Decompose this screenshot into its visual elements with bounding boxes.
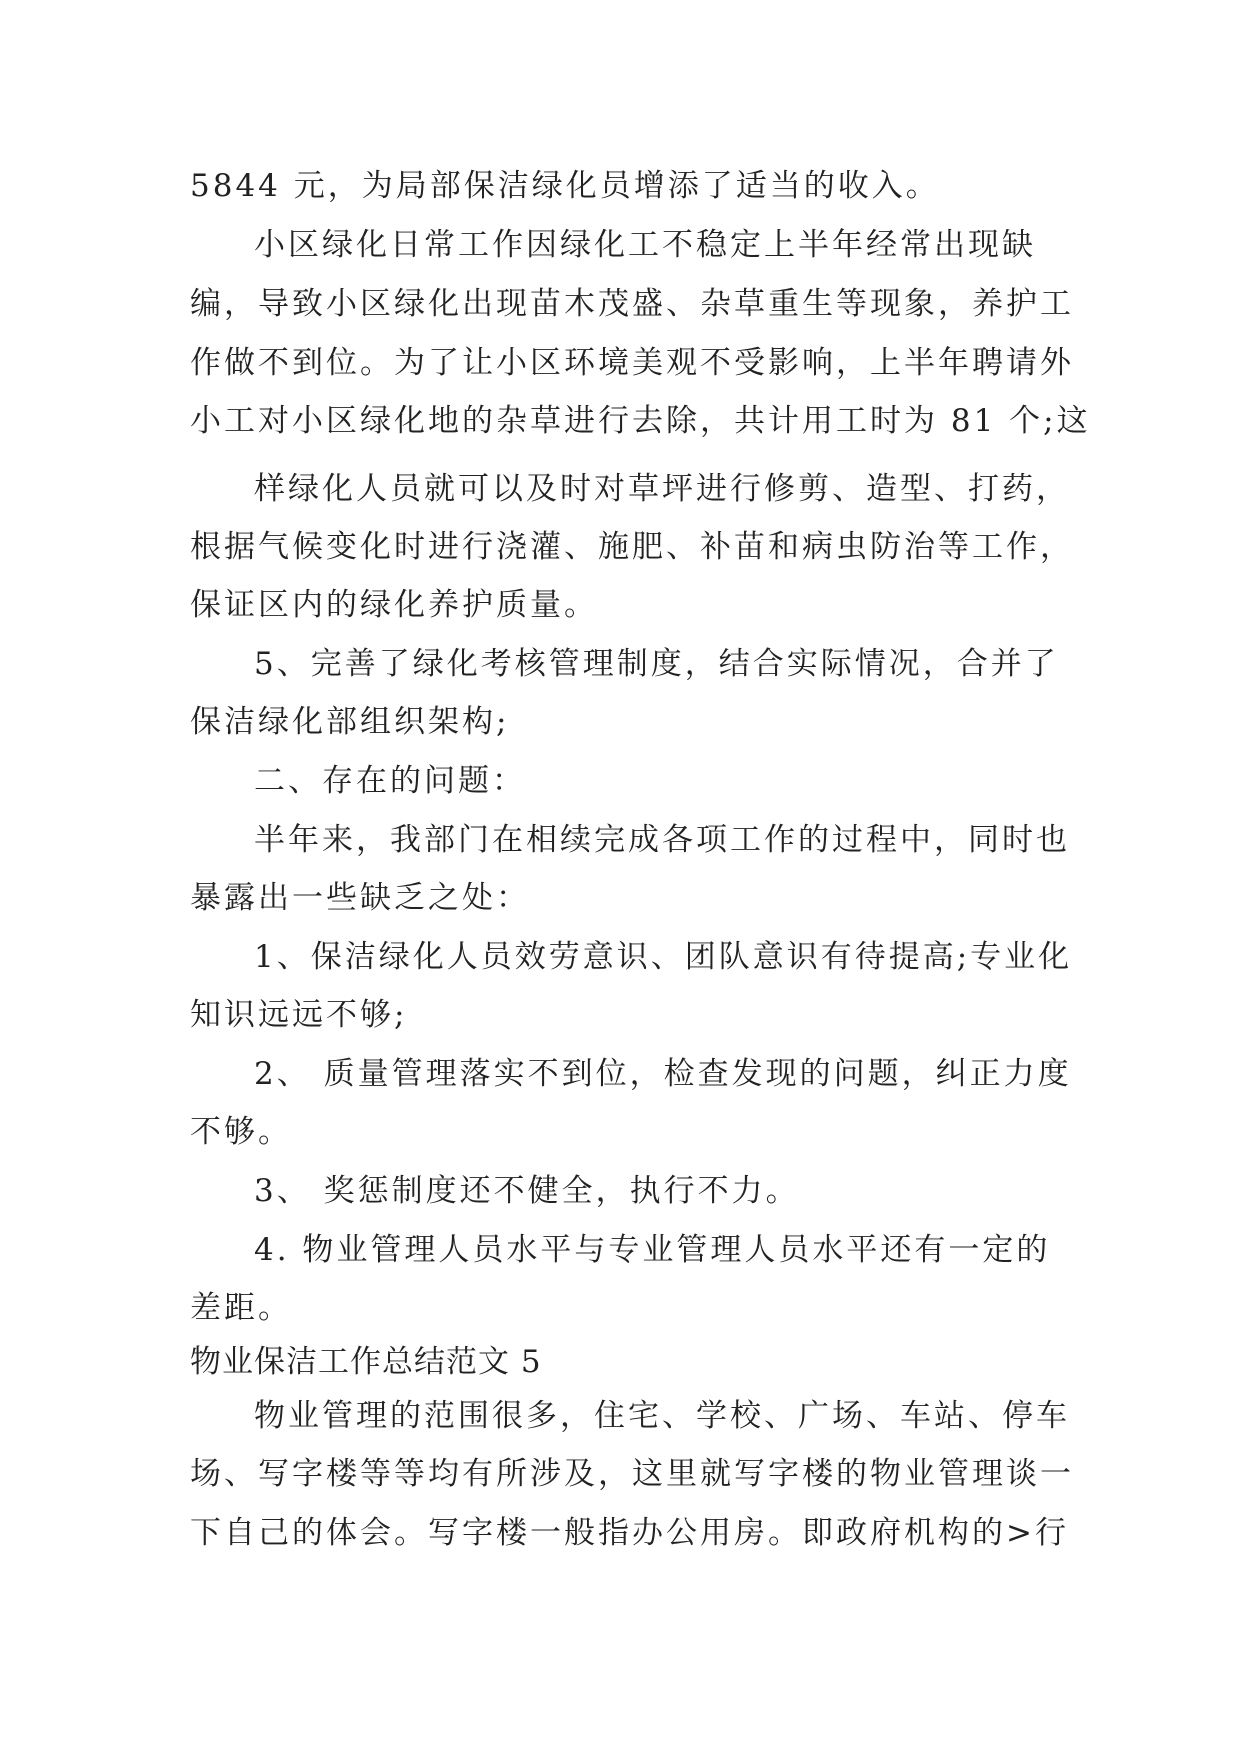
text-line: 1、保洁绿化人员效劳意识、团队意识有待提高;专业化 [254, 939, 1073, 975]
text-line: 根据气候变化时进行浇灌、施肥、补苗和病虫防治等工作， [190, 529, 1074, 565]
text-line: 知识远远不够; [190, 997, 408, 1033]
text-line: 小工对小区绿化地的杂草进行去除，共计用工时为 81 个;这 [190, 403, 1091, 439]
text-line: 保证区内的绿化养护质量。 [190, 587, 598, 623]
text-line: 物业管理的范围很多，住宅、学校、广场、车站、停车 [254, 1398, 1070, 1434]
text-line: 下自己的体会。写字楼一般指办公用房。即政府机构的>行 [190, 1515, 1069, 1551]
text-line: 作做不到位。为了让小区环境美观不受影响，上半年聘请外 [190, 345, 1074, 381]
text-line: 2、 质量管理落实不到位，检查发现的问题，纠正力度 [254, 1056, 1072, 1092]
text-line: 样绿化人员就可以及时对草坪进行修剪、造型、打药， [254, 471, 1070, 507]
text-line: 保洁绿化部组织架构; [190, 704, 510, 740]
section-heading: 物业保洁工作总结范文 5 [190, 1344, 542, 1380]
text-line: 3、 奖惩制度还不健全，执行不力。 [254, 1173, 800, 1209]
text-line: 5、完善了绿化考核管理制度，结合实际情况，合并了 [254, 646, 1059, 682]
text-line: 5844 元，为局部保洁绿化员增添了适当的收入。 [190, 168, 940, 204]
text-line: 不够。 [190, 1114, 292, 1150]
text-line: 二、存在的问题： [254, 763, 526, 799]
text-line: 4. 物业管理人员水平与专业管理人员水平还有一定的 [254, 1232, 1051, 1268]
text-line: 半年来，我部门在相续完成各项工作的过程中，同时也 [254, 822, 1070, 858]
text-line: 编，导致小区绿化出现苗木茂盛、杂草重生等现象，养护工 [190, 286, 1074, 322]
text-line: 小区绿化日常工作因绿化工不稳定上半年经常出现缺 [254, 227, 1036, 263]
text-line: 差距。 [190, 1290, 292, 1326]
text-line: 场、写字楼等等均有所涉及，这里就写字楼的物业管理谈一 [190, 1456, 1074, 1492]
text-line: 暴露出一些缺乏之处： [190, 880, 530, 916]
